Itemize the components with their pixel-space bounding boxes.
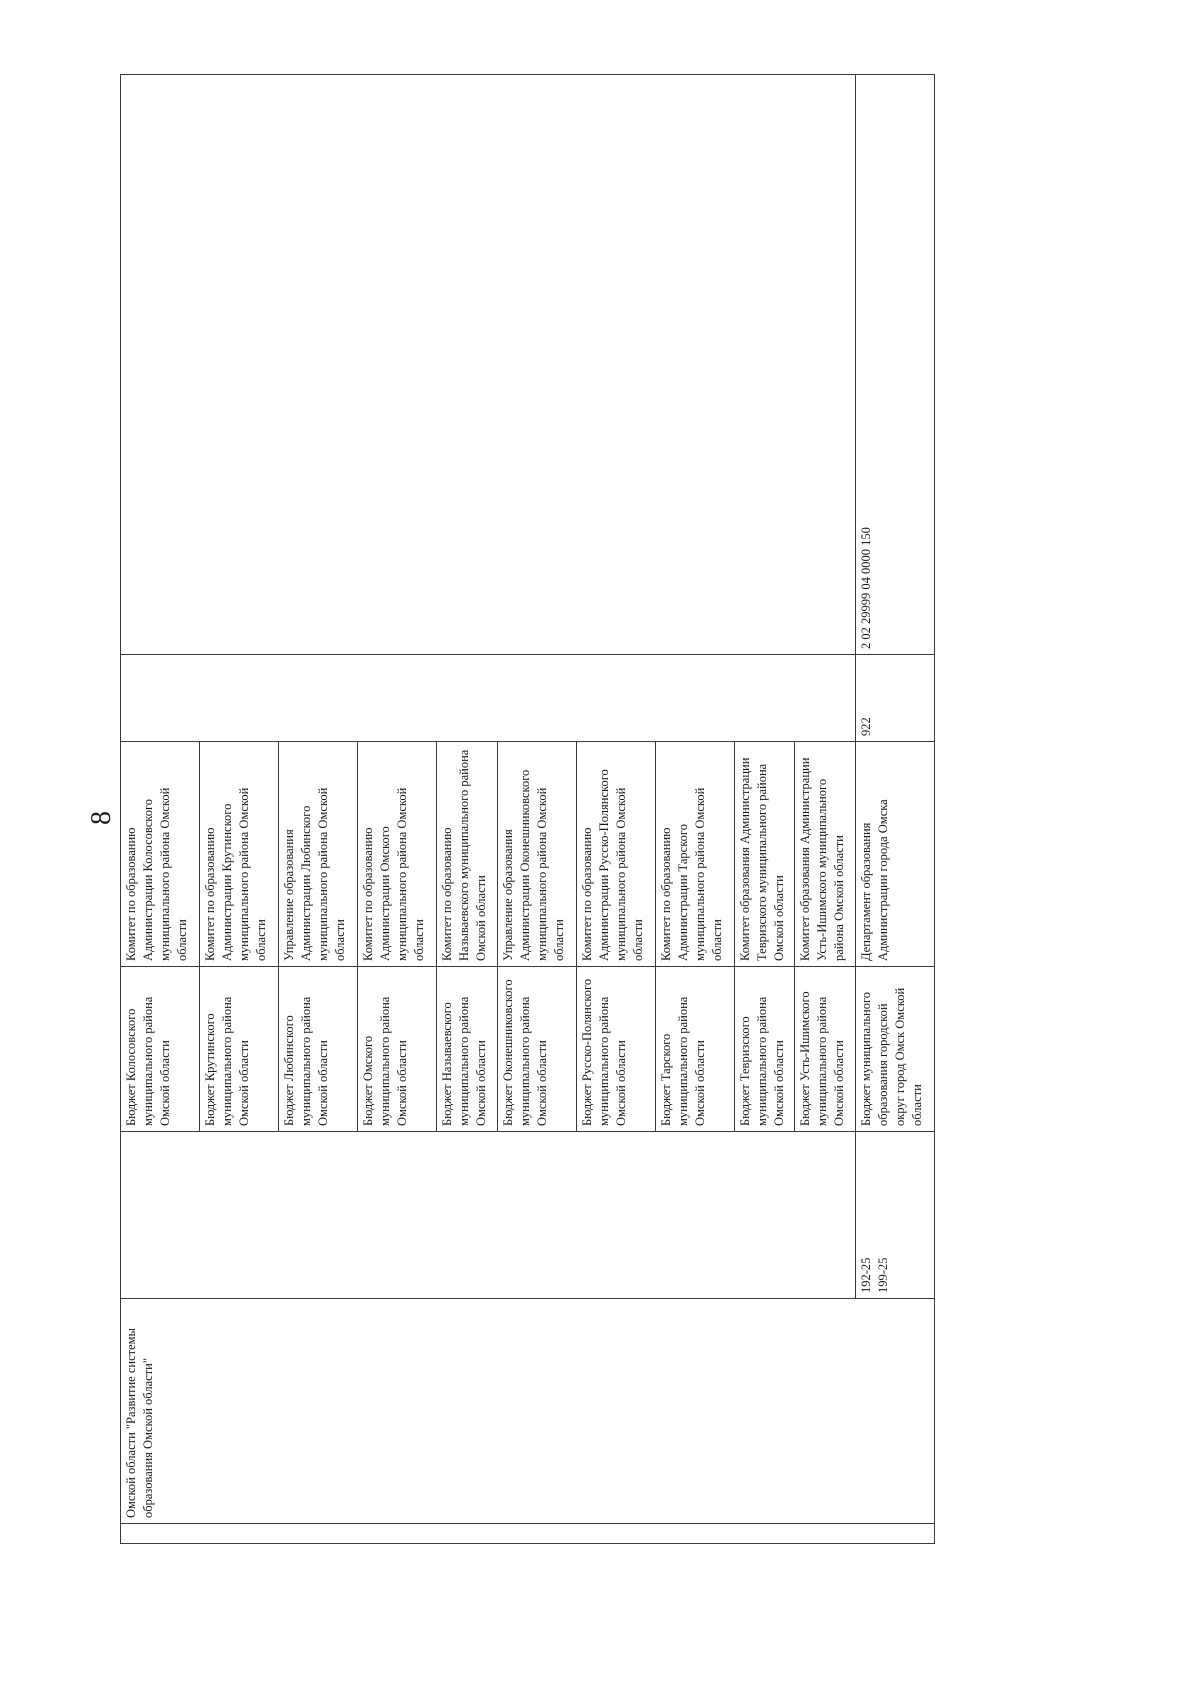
table-row — [121, 75, 200, 1544]
code-value: 199-25 — [875, 1257, 890, 1293]
administrator-cell: Комитет по образованию Администрации Русско-Полянского муниципального района Омской области — [576, 742, 655, 967]
program-name-cell: Омской области "Развитие системы образования Омской области" — [121, 1299, 935, 1524]
administrator-cell: Комитет образования Администрации Тевризского муниципального района Омской области — [734, 742, 795, 967]
budget-cell: Бюджет Любинского муниципального района Омской области — [279, 967, 358, 1132]
grbs-cell: 922 — [855, 655, 934, 742]
administrator-cell: Комитет по образованию Администрации Тарского муниципального района Омской области — [655, 742, 734, 967]
administrator-cell: Управление образования Администрации Любинского муниципального района Омской области — [279, 742, 358, 967]
table-region — [120, 75, 935, 1544]
administrator-cell: Комитет по образованию Администрации Колосовского муниципального района Омской области — [121, 742, 200, 967]
budget-cell: Бюджет Оконешниковского муниципального района Омской области — [497, 967, 576, 1132]
budget-cell: Бюджет Колосовского муниципального района Омской области — [121, 967, 200, 1132]
budget-cell: Бюджет Омского муниципального района Омской области — [358, 967, 437, 1132]
grbs-cell-empty — [121, 655, 856, 742]
distribution-table — [120, 74, 935, 1544]
code-value: 192-25 — [858, 1257, 873, 1293]
administrator-cell: Комитет по образованию Администрации Омского муниципального района Омской области — [358, 742, 437, 967]
administrator-cell: Департамент образования Администрации города Омска — [855, 742, 934, 967]
budget-cell: Бюджет Тевризского муниципального района Омской области — [734, 967, 795, 1132]
budget-cell: Бюджет Усть-Ишимского муниципального района Омской области — [795, 967, 856, 1132]
budget-cell: Бюджет Называевского муниципального района Омской области — [437, 967, 498, 1132]
number-cell — [121, 1524, 935, 1544]
administrator-cell: Управление образования Администрации Оконешниковского муниципального района Омской области — [497, 742, 576, 967]
budget-cell: Бюджет Тарского муниципального района Омской области — [655, 967, 734, 1132]
administrator-cell: Комитет по образованию Администрации Крутинского муниципального района Омской области — [200, 742, 279, 967]
page-number: 8 — [86, 811, 117, 825]
budget-cell: Бюджет Русско-Полянского муниципального района Омской области — [576, 967, 655, 1132]
code-cell-empty — [121, 1132, 856, 1299]
kbk-cell: 2 02 29999 04 0000 150 — [855, 75, 934, 655]
rotated-table-wrapper — [120, 75, 935, 1544]
budget-cell: Бюджет муниципального образования городской округ город Омск Омской области — [855, 967, 934, 1132]
administrator-cell: Комитет образования Администрации Усть-Ишимского муниципального района Омской области — [795, 742, 856, 967]
budget-cell: Бюджет Крутинского муниципального района Омской области — [200, 967, 279, 1132]
code-cell — [855, 1132, 934, 1299]
kbk-cell-empty — [121, 75, 856, 655]
administrator-cell: Комитет по образованию Называевского муниципального района Омской области — [437, 742, 498, 967]
